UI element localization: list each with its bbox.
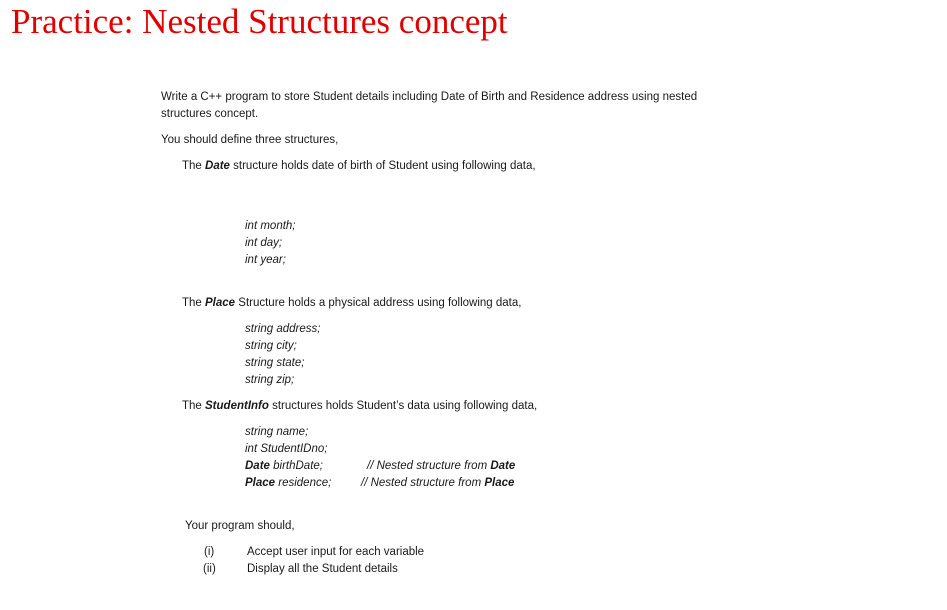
- program-should-line: Your program should,: [185, 520, 295, 532]
- place-struct-description: [182, 295, 521, 311]
- intro-line-1: Write a C++ program to store Student details including Date of Birth and Residence address using nested: [161, 91, 698, 103]
- nested-var-birthdate: birthDate;: [269, 460, 323, 472]
- place-field-city: string city;: [245, 340, 297, 352]
- task-number-1: (i): [204, 546, 215, 558]
- studentinfo-field-id: int StudentIDno;: [245, 443, 328, 455]
- place-struct-prefix: The: [182, 297, 206, 309]
- date-struct-name: Date: [205, 160, 230, 172]
- define-line: You should define three structures,: [161, 134, 339, 146]
- studentinfo-struct-prefix: The: [182, 400, 206, 412]
- place-struct-name: Place: [205, 297, 236, 309]
- date-struct-prefix: The: [182, 160, 206, 172]
- nested-type-date: Date: [245, 460, 270, 472]
- studentinfo-field-birthdate: [245, 458, 323, 474]
- place-field-address: string address;: [245, 323, 321, 335]
- birthdate-comment-ref: Date: [490, 460, 516, 472]
- place-struct-suffix: Structure holds a physical address using following data,: [235, 297, 522, 309]
- task-text-2: Display all the Student details: [247, 563, 398, 575]
- residence-comment-ref: Place: [484, 477, 515, 489]
- birthdate-comment-text: // Nested structure from: [367, 460, 491, 472]
- nested-var-residence: residence;: [275, 477, 332, 489]
- date-field-year: int year;: [245, 254, 286, 266]
- date-struct-suffix: structure holds date of birth of Student using following data,: [229, 160, 536, 172]
- date-field-day: int day;: [245, 237, 283, 249]
- date-field-month: int month;: [245, 220, 296, 232]
- birthdate-comment: [367, 458, 515, 474]
- task-number-2: (ii): [203, 563, 216, 575]
- intro-line-2: structures concept.: [161, 108, 259, 120]
- residence-comment-text: // Nested structure from: [361, 477, 485, 489]
- nested-type-place: Place: [245, 477, 276, 489]
- place-field-zip: string zip;: [245, 374, 295, 386]
- place-field-state: string state;: [245, 357, 305, 369]
- date-struct-description: [182, 158, 536, 174]
- studentinfo-field-name: string name;: [245, 426, 309, 438]
- studentinfo-struct-description: [182, 398, 537, 414]
- studentinfo-field-residence: [245, 475, 331, 491]
- residence-comment: [361, 475, 514, 491]
- studentinfo-struct-suffix: structures holds Student’s data using following data,: [268, 400, 538, 412]
- task-text-1: Accept user input for each variable: [247, 546, 425, 558]
- page-title: Practice: Nested Structures concept: [11, 2, 508, 41]
- studentinfo-struct-name: StudentInfo: [205, 400, 269, 412]
